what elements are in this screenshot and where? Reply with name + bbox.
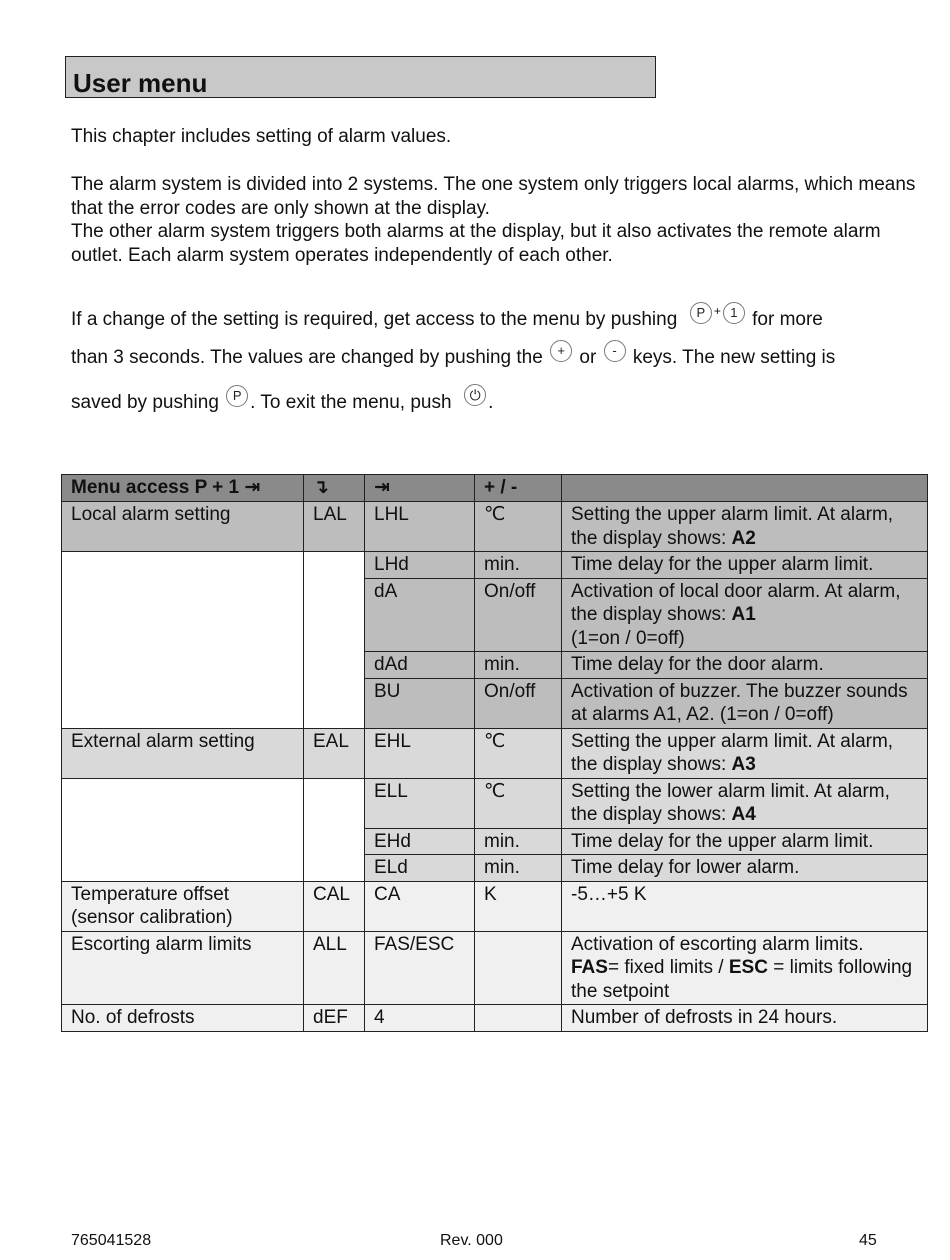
group-cell-empty <box>62 552 304 729</box>
user-menu-table <box>61 474 928 1032</box>
group-cell-empty <box>62 778 304 881</box>
menu-access-line-2: than 3 seconds. The values are changed by pushing the + or - keys. The new setting is <box>71 340 835 369</box>
unit-cell: min. <box>475 828 562 855</box>
code-cell: CAL <box>304 881 365 931</box>
desc-cell: Activation of local door alarm. At alarm, the display shows: A1 (1=on / 0=off) <box>562 578 928 652</box>
unit-cell: min. <box>475 552 562 579</box>
table-row <box>62 502 928 552</box>
group-cell: Escorting alarm limits <box>62 931 304 1005</box>
code-cell: dEF <box>304 1005 365 1032</box>
code-cell: LAL <box>304 502 365 552</box>
footer-revision: Rev. 000 <box>440 1232 503 1249</box>
unit-cell: ℃ <box>475 728 562 778</box>
group-cell: External alarm setting <box>62 728 304 778</box>
header-enter-icon: ↴ <box>304 475 365 502</box>
group-cell: Temperature offset (sensor calibration) <box>62 881 304 931</box>
minus-key-icon: - <box>604 340 626 362</box>
table-row <box>62 728 928 778</box>
param-cell: dAd <box>365 652 475 679</box>
param-cell: LHL <box>365 502 475 552</box>
unit-cell <box>475 1005 562 1032</box>
desc-cell: Time delay for the door alarm. <box>562 652 928 679</box>
param-cell: EHL <box>365 728 475 778</box>
alarm-system-line-1: The alarm system is divided into 2 systems. The one system only triggers local alarms, which means that the error codes are only shown at the display. <box>71 174 916 219</box>
desc-cell: Number of defrosts in 24 hours. <box>562 1005 928 1032</box>
plus-key-icon: + <box>550 340 572 362</box>
plus-sign: + <box>713 304 721 318</box>
header-tab-icon: ⇥ <box>365 475 475 502</box>
param-cell: ELL <box>365 778 475 828</box>
footer-page-number: 45 <box>859 1232 877 1249</box>
param-cell: 4 <box>365 1005 475 1032</box>
footer-doc-number: 765041528 <box>71 1232 152 1249</box>
table-row <box>62 931 928 1005</box>
alarm-system-paragraph <box>71 173 931 267</box>
param-cell: EHd <box>365 828 475 855</box>
p-key-icon: P <box>690 302 712 324</box>
table-header-row <box>62 475 928 502</box>
unit-cell: min. <box>475 652 562 679</box>
table-row <box>62 881 928 931</box>
one-key-icon: 1 <box>723 302 745 324</box>
param-cell: LHd <box>365 552 475 579</box>
unit-cell: min. <box>475 855 562 882</box>
alarm-system-line-2: The other alarm system triggers both alarms at the display, but it also activates the remote alarm outlet. Each alarm system operates independently of each other. <box>71 221 881 266</box>
group-cell: Local alarm setting <box>62 502 304 552</box>
header-menu-access: Menu access P + 1 ⇥ <box>62 475 304 502</box>
menu-access-line-3: saved by pushing P . To exit the menu, push ⏻ . <box>71 384 493 414</box>
p-key-icon: P <box>226 385 248 407</box>
unit-cell: ℃ <box>475 502 562 552</box>
param-cell: FAS/ESC <box>365 931 475 1005</box>
table-row <box>62 778 928 828</box>
desc-cell: -5…+5 K <box>562 881 928 931</box>
table-row <box>62 552 928 579</box>
desc-cell: Time delay for the upper alarm limit. <box>562 828 928 855</box>
unit-cell: On/off <box>475 578 562 652</box>
desc-cell: Activation of escorting alarm limits. FAS= fixed limits / ESC = limits following the setpoint <box>562 931 928 1005</box>
desc-cell: Activation of buzzer. The buzzer sounds at alarms A1, A2. (1=on / 0=off) <box>562 678 928 728</box>
code-cell: EAL <box>304 728 365 778</box>
param-cell: dA <box>365 578 475 652</box>
param-cell: ELd <box>365 855 475 882</box>
param-cell: BU <box>365 678 475 728</box>
table-row <box>62 1005 928 1032</box>
page-title: User menu <box>73 68 208 98</box>
group-cell: No. of defrosts <box>62 1005 304 1032</box>
menu-access-line-1: If a change of the setting is required, get access to the menu by pushing P + 1 for more <box>71 304 823 330</box>
power-key-icon: ⏻ <box>464 384 486 406</box>
code-cell-empty <box>304 552 365 729</box>
desc-cell: Time delay for lower alarm. <box>562 855 928 882</box>
unit-cell <box>475 931 562 1005</box>
param-cell: CA <box>365 881 475 931</box>
unit-cell: On/off <box>475 678 562 728</box>
section-title-box <box>65 56 656 98</box>
code-cell: ALL <box>304 931 365 1005</box>
header-description <box>562 475 928 502</box>
code-cell-empty <box>304 778 365 881</box>
desc-cell: Setting the lower alarm limit. At alarm, the display shows: A4 <box>562 778 928 828</box>
desc-cell: Setting the upper alarm limit. At alarm, the display shows: A3 <box>562 728 928 778</box>
intro-paragraph: This chapter includes setting of alarm values. <box>71 126 452 147</box>
unit-cell: ℃ <box>475 778 562 828</box>
header-plus-minus: + / - <box>475 475 562 502</box>
unit-cell: K <box>475 881 562 931</box>
desc-cell: Time delay for the upper alarm limit. <box>562 552 928 579</box>
desc-cell: Setting the upper alarm limit. At alarm, the display shows: A2 <box>562 502 928 552</box>
